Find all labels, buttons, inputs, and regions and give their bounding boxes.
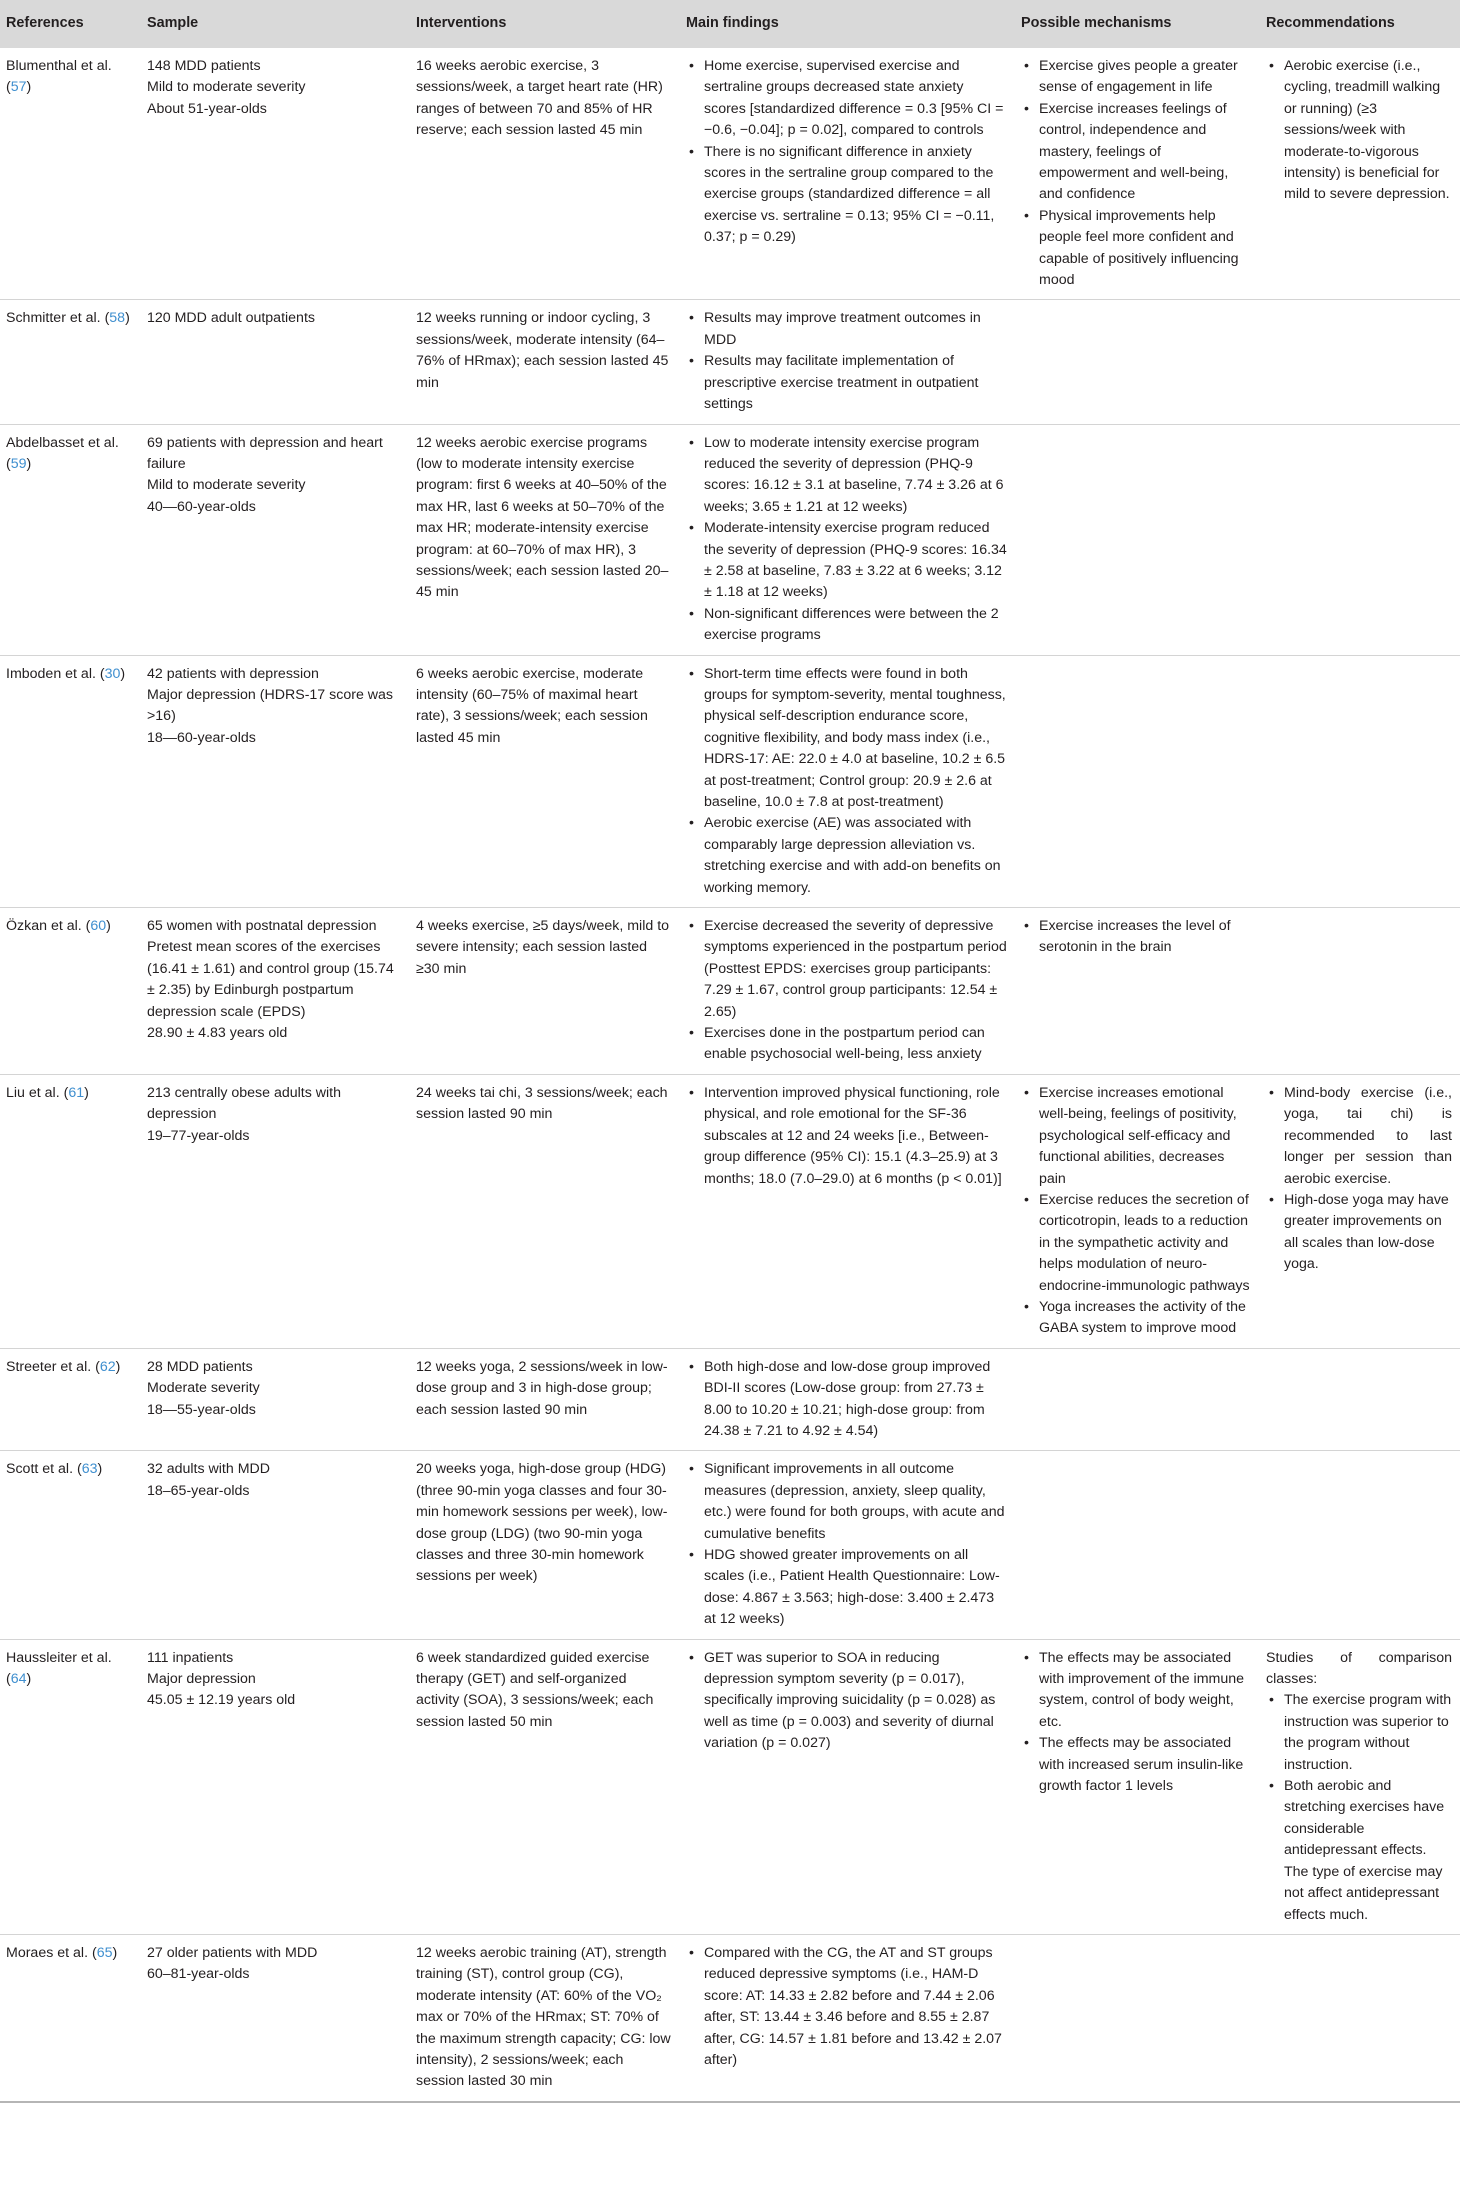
cell-reference: Özkan et al. (60) [0,908,141,1075]
sample-line: Mild to moderate severity [147,477,306,494]
sample-line: 18—55-year-olds [147,1401,256,1418]
finding-item: • Aerobic exercise (AE) was associated with comparably large depression alleviation vs. stretching exercise and with add-on benefits on working memory. [686,813,1007,899]
citation-link[interactable]: 58 [109,310,126,327]
cell-reference: Blumenthal et al. (57) [0,48,141,300]
sample-line: 28.90 ± 4.83 years old [147,1025,288,1042]
cell-main-findings [680,655,1015,907]
sample-line: 27 older patients with MDD [147,1944,318,1961]
cell-recommendations [1260,48,1460,300]
finding-item: • Non-significant differences were between the 2 exercise programs [686,604,1007,647]
reference-author: Özkan et al. [6,918,82,935]
reference-author: Scott et al. [6,1461,74,1478]
cell-reference: Haussleiter et al. (64) [0,1639,141,1934]
citation-link[interactable]: 62 [99,1358,116,1375]
cell-possible-mechanisms [1015,300,1260,424]
mechanism-item: • Physical improvements help people feel more confident and capable of positively influencing mood [1021,206,1252,292]
table-row [0,1074,1460,1348]
reference-author: Blumenthal et al. [6,58,112,74]
table-row [0,1934,1460,2101]
reference-author: Liu et al. [6,1084,60,1101]
cell-possible-mechanisms [1015,655,1260,907]
recommendation-item: • The exercise program with instruction was superior to the program without instruction. [1266,1690,1452,1776]
recommendation-item: • Both aerobic and stretching exercises have considerable antidepressant effects. The type of exercise may not affect antidepressant effects much. [1266,1776,1452,1926]
cell-possible-mechanisms [1015,1451,1260,1639]
reference-author: Streeter et al. [6,1358,92,1375]
mechanism-item: • The effects may be associated with improvement of the immune system, control of body weight, etc. [1021,1648,1252,1734]
cell-reference: Imboden et al. (30) [0,655,141,907]
sample-line: 18–65-year-olds [147,1482,250,1499]
sample-line: 19–77-year-olds [147,1127,250,1144]
citation-link[interactable]: 64 [10,1671,27,1688]
cell-main-findings [680,1639,1015,1934]
cell-recommendations [1260,424,1460,655]
table-row [0,908,1460,1075]
citation-link[interactable]: 60 [90,918,107,935]
cell-recommendations [1260,1451,1460,1639]
finding-item: • There is no significant difference in anxiety scores in the sertraline group compared to the exercise groups (standardized difference = all exercise vs. sertraline = 0.13; 95% CI = −0.11, 0.37; p = 0.29) [686,142,1007,249]
sample-line: 120 MDD adult outpatients [147,310,315,327]
sample-line: 45.05 ± 12.19 years old [147,1692,296,1709]
cell-main-findings [680,908,1015,1075]
mechanisms-list [1021,56,1252,291]
mechanism-item: • Yoga increases the activity of the GABA system to improve mood [1021,1297,1252,1340]
cell-recommendations [1260,1074,1460,1348]
recommendation-item: • Aerobic exercise (i.e., cycling, treadmill walking or running) (≥3 sessions/week with moderate-to-vigorous intensity) is beneficial for mild to severe depression. [1266,56,1452,206]
cell-possible-mechanisms [1015,1639,1260,1934]
finding-item: • Short-term time effects were found in both groups for symptom-severity, mental toughness, physical self-description endurance score, cognitive flexibility, and body mass index (i.e., HDRS-17: AE: 22.0 ± 4.0 at baseline, 10.2 ± 6.5 at post-treatment; Control group: 20.9 ± 2.6 at baseline, 10.0 ± 7.8 at post-treatment) [686,664,1007,814]
cell-sample [141,1451,410,1639]
cell-reference: Streeter et al. (62) [0,1348,141,1451]
sample-line: Moderate severity [147,1380,260,1397]
cell-recommendations [1260,655,1460,907]
sample-line: Major depression (HDRS-17 score was >16) [147,686,394,725]
mechanism-item: • Exercise increases feelings of control, independence and mastery, feelings of empowerment and well-being, and confidence [1021,99,1252,206]
cell-sample [141,1348,410,1451]
findings-list [686,1459,1007,1630]
cell-sample [141,48,410,300]
cell-possible-mechanisms [1015,48,1260,300]
cell-reference: Liu et al. (61) [0,1074,141,1348]
sample-line: 60–81-year-olds [147,1966,250,1983]
cell-main-findings [680,1348,1015,1451]
table-row [0,48,1460,300]
cell-sample [141,300,410,424]
reference-author: Haussleiter et al. [6,1649,112,1666]
cell-sample [141,1639,410,1934]
finding-item: • Intervention improved physical functioning, role physical, and role emotional for the SF-36 subscales at 12 and 24 weeks [i.e., Between-group difference (95% CI): 15.1 (4.3–25.9) at 3 months; 18.0 (7.0–29.0) at 6 months (p < 0.01)] [686,1083,1007,1190]
sample-line: 65 women with postnatal depression [147,918,377,935]
citation-link[interactable]: 63 [81,1461,98,1478]
cell-interventions: 20 weeks yoga, high-dose group (HDG) (three 90-min yoga classes and four 30-min homework sessions per week), low-dose group (LDG) (two 90-min yoga classes and three 30-min homework sessions per week) [410,1451,680,1639]
recommendation-item: • High-dose yoga may have greater improvements on all scales than low-dose yoga. [1266,1190,1452,1276]
findings-list [686,433,1007,647]
cell-interventions: 4 weeks exercise, ≥5 days/week, mild to severe intensity; each session lasted ≥30 min [410,908,680,1075]
reference-author: Moraes et al. [6,1944,89,1961]
cell-sample [141,1074,410,1348]
cell-reference: Abdelbasset et al. (59) [0,424,141,655]
header-recommendations: Recommendations [1266,15,1395,32]
citation-link[interactable]: 61 [68,1084,85,1101]
mechanism-item: • Exercise increases the level of serotonin in the brain [1021,916,1252,959]
cell-sample [141,908,410,1075]
cell-sample [141,655,410,907]
header-interventions: Interventions [416,15,507,32]
reference-author: Schmitter et al. [6,310,101,327]
table-row [0,300,1460,424]
cell-main-findings [680,1934,1015,2101]
cell-sample [141,1934,410,2101]
finding-item: • Results may facilitate implementation of prescriptive exercise treatment in outpatient settings [686,351,1007,415]
reference-author: Abdelbasset et al. [6,434,119,451]
finding-item: • Low to moderate intensity exercise program reduced the severity of depression (PHQ-9 scores: 16.12 ± 3.1 at baseline, 7.74 ± 3.26 at 6 weeks; 3.65 ± 1.21 at 12 weeks) [686,433,1007,519]
finding-item: • Compared with the CG, the AT and ST groups reduced depressive symptoms (i.e., HAM-D score: AT: 14.33 ± 2.82 before and 7.44 ± 2.06 after, ST: 13.44 ± 3.46 before and 8.55 ± 2.87 after, CG: 14.57 ± 1.81 before and 13.42 ± 2.07 after) [686,1943,1007,2071]
table-body [0,48,1460,2102]
sample-line: 28 MDD patients [147,1358,253,1375]
cell-interventions: 16 weeks aerobic exercise, 3 sessions/week, a target heart rate (HR) ranges of between 70 and 85% of HR reserve; each session lasted 45 min [410,48,680,300]
finding-item: • HDG showed greater improvements on all scales (i.e., Patient Health Questionnaire: Low-dose: 4.867 ± 3.563; high-dose: 3.400 ± 2.473 at 12 weeks) [686,1545,1007,1631]
findings-list [686,1357,1007,1443]
finding-item: • Exercises done in the postpartum period can enable psychosocial well-being, less anxiety [686,1023,1007,1066]
finding-item: • Both high-dose and low-dose group improved BDI-II scores (Low-dose group: from 27.73 ± 8.00 to 10.20 ± 10.21; high-dose group: from 24.38 ± 7.21 to 4.92 ± 4.54) [686,1357,1007,1443]
cell-possible-mechanisms [1015,908,1260,1075]
mechanism-item: • Exercise reduces the secretion of corticotropin, leads to a reduction in the sympathetic activity and helps modulation of neuro-endocrine-immunologic pathways [1021,1190,1252,1297]
findings-list [686,916,1007,1066]
recommendations-list [1266,1690,1452,1925]
cell-interventions: 12 weeks running or indoor cycling, 3 sessions/week, moderate intensity (64–76% of HRmax); each session lasted 45 min [410,300,680,424]
sample-line: 148 MDD patients [147,58,261,74]
header-possible-mechanisms: Possible mechanisms [1021,15,1172,32]
sample-line: 69 patients with depression and heart failure [147,434,383,472]
findings-list [686,1648,1007,1755]
cell-reference: Schmitter et al. (58) [0,300,141,424]
finding-item: • Exercise decreased the severity of depressive symptoms experienced in the postpartum period (Posttest EPDS: exercises group participants: 7.29 ± 1.67, control group participants: 12.54 ± 2.65) [686,916,1007,1023]
cell-recommendations [1260,1348,1460,1451]
cell-main-findings [680,1451,1015,1639]
table-row [0,424,1460,655]
cell-reference: Moraes et al. (65) [0,1934,141,2101]
finding-item: • Results may improve treatment outcomes in MDD [686,308,1007,351]
finding-item: • Moderate-intensity exercise program reduced the severity of depression (PHQ-9 scores: 16.34 ± 2.58 at baseline, 7.83 ± 3.22 at 6 weeks; 3.12 ± 1.18 at 12 weeks) [686,518,1007,604]
reference-author: Imboden et al. [6,665,96,682]
sample-line: Mild to moderate severity [147,79,306,96]
cell-interventions: 12 weeks aerobic exercise programs (low to moderate intensity exercise program: first 6 weeks at 40–50% of the max HR, last 6 weeks at 50–70% of the max HR; moderate-intensity exercise program: at 60–70% of max HR), 3 sessions/week; each session lasted 20–45 min [410,424,680,655]
cell-main-findings [680,1074,1015,1348]
sample-line: About 51-year-olds [147,100,267,117]
table-row [0,655,1460,907]
table-row [0,1348,1460,1451]
cell-possible-mechanisms [1015,1934,1260,2101]
cell-main-findings [680,300,1015,424]
citation-link[interactable]: 65 [96,1944,113,1961]
header-main-findings: Main findings [686,15,779,32]
mechanisms-list [1021,1083,1252,1340]
cell-interventions: 6 weeks aerobic exercise, moderate intensity (60–75% of maximal heart rate), 3 sessions/week; each session lasted 45 min [410,655,680,907]
recommendations-list [1266,56,1452,206]
sample-line: 111 inpatients [147,1649,234,1666]
cell-possible-mechanisms [1015,1348,1260,1451]
cell-possible-mechanisms [1015,424,1260,655]
finding-item: • Significant improvements in all outcome measures (depression, anxiety, sleep quality, etc.) were found for both groups, with acute and cumulative benefits [686,1459,1007,1545]
cell-recommendations [1260,300,1460,424]
citation-link[interactable]: 59 [10,455,27,472]
cell-interventions: 12 weeks aerobic training (AT), strength training (ST), control group (CG), moderate intensity (AT: 60% of the VO₂ max or 70% of the HRmax; ST: 70% of the maximum strength capacity; CG: low intensity), 2 sessions/week; each session lasted 30 min [410,1934,680,2101]
table-row [0,1451,1460,1639]
findings-list [686,308,1007,415]
sample-line: Pretest mean scores of the exercises (16.41 ± 1.61) and control group (15.74 ± 2.35) by Edinburgh postpartum depression scale (EPDS) [147,939,394,1020]
cell-interventions: 24 weeks tai chi, 3 sessions/week; each session lasted 90 min [410,1074,680,1348]
cell-reference: Scott et al. (63) [0,1451,141,1639]
recommendations-list [1266,1083,1452,1276]
table-header-row [0,0,1460,48]
finding-item: • Home exercise, supervised exercise and sertraline groups decreased state anxiety scores [standardized difference = 0.3 [95% CI = −0.6, −0.04]; p = 0.02], compared to controls [686,56,1007,142]
table-row [0,1639,1460,1934]
mechanism-item: • The effects may be associated with increased serum insulin-like growth factor 1 levels [1021,1733,1252,1797]
sample-line: 40—60-year-olds [147,498,256,515]
header-sample: Sample [147,15,199,32]
cell-main-findings [680,424,1015,655]
mechanism-item: • Exercise increases emotional well-being, feelings of positivity, psychological self-efficacy and functional abilities, decreases pain [1021,1083,1252,1190]
findings-list [686,1083,1007,1190]
findings-list [686,56,1007,249]
citation-link[interactable]: 30 [104,665,121,682]
cell-possible-mechanisms [1015,1074,1260,1348]
citation-link[interactable]: 57 [10,79,27,96]
header-references: References [6,15,84,32]
mechanisms-list [1021,916,1252,959]
recommendation-intro: Studies of comparison classes: [1266,1649,1452,1688]
recommendation-item: • Mind-body exercise (i.e., yoga, tai chi) is recommended to last longer per session than aerobic exercise. [1266,1083,1452,1190]
sample-line: 213 centrally obese adults with depression [147,1084,342,1123]
cell-interventions: 12 weeks yoga, 2 sessions/week in low-dose group and 3 in high-dose group; each session lasted 90 min [410,1348,680,1451]
sample-line: 18—60-year-olds [147,729,256,746]
findings-list [686,1943,1007,2071]
findings-list [686,664,1007,899]
mechanisms-list [1021,1648,1252,1798]
cell-main-findings [680,48,1015,300]
sample-line: 32 adults with MDD [147,1461,271,1478]
cell-interventions: 6 week standardized guided exercise therapy (GET) and self-organized activity (SOA), 3 sessions/week; each session lasted 50 min [410,1639,680,1934]
finding-item: • GET was superior to SOA in reducing depression symptom severity (p = 0.017), specifically improving suicidality (p = 0.028) as well as time (p = 0.003) and severity of diurnal variation (p = 0.027) [686,1648,1007,1755]
cell-recommendations [1260,908,1460,1075]
sample-line: Major depression [147,1671,256,1688]
cell-recommendations [1260,1639,1460,1934]
sample-line: 42 patients with depression [147,665,319,682]
cell-sample [141,424,410,655]
mechanism-item: • Exercise gives people a greater sense of engagement in life [1021,56,1252,99]
cell-recommendations [1260,1934,1460,2101]
